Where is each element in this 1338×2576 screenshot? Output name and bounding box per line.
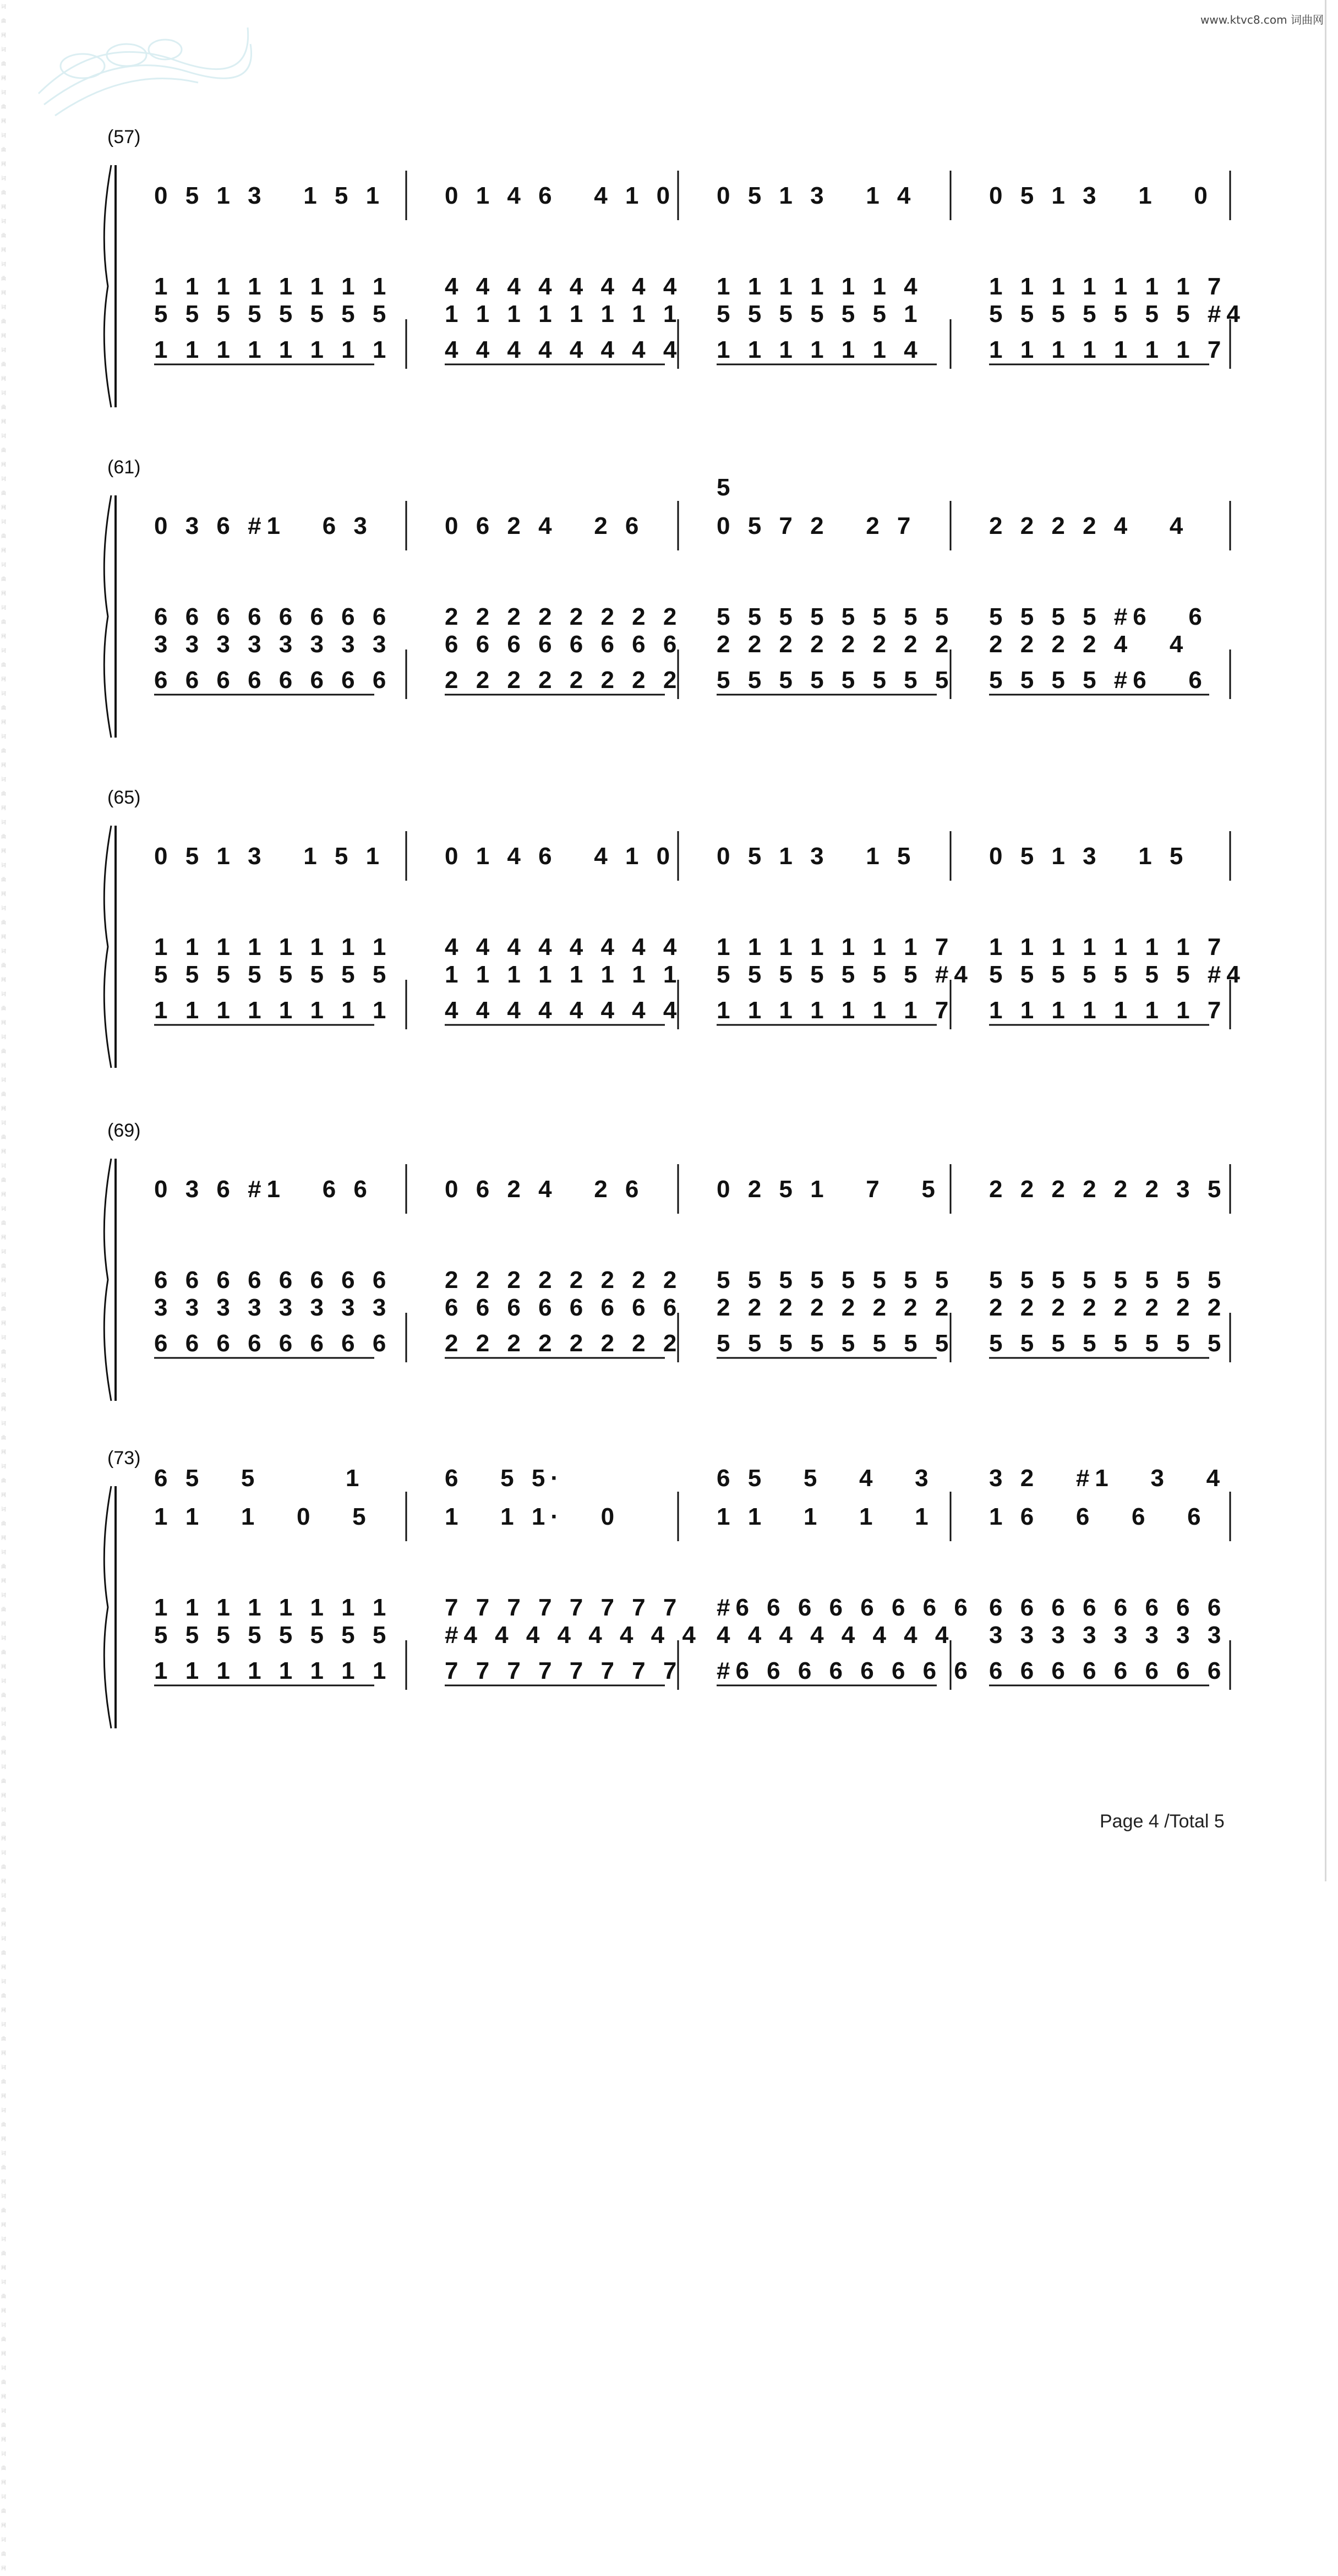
page-number: Page 4 /Total 5 (1100, 1811, 1225, 1832)
treble-notes: 1 1 1 0 5 (154, 1503, 372, 1530)
bass-upper-notes: 6 6 6 6 6 6 6 6 (154, 603, 392, 630)
treble-notes: 2 2 2 2 2 2 3 5 (989, 1176, 1227, 1203)
bass-middle-notes: 6 6 6 6 6 6 6 6 (445, 1294, 682, 1321)
treble-upper-voice: 6 5 5 4 3 (717, 1465, 934, 1492)
bass-upper-notes: #6 6 6 6 6 6 6 6 (717, 1594, 973, 1621)
bass-lower-notes: 7 7 7 7 7 7 7 7 (445, 1657, 682, 1684)
treble-notes: 1 6 6 6 6 (989, 1503, 1206, 1530)
bass-middle-notes: 1 1 1 1 1 1 1 1 (445, 961, 682, 988)
treble-notes: 0 3 6 #1 6 6 (154, 1176, 373, 1203)
treble-notes: 0 6 2 4 2 6 (445, 1176, 645, 1203)
bass-lower-notes: 1 1 1 1 1 1 1 1 (154, 997, 392, 1024)
bass-middle-notes: 5 5 5 5 5 5 5 #4 (717, 961, 973, 988)
bass-lower-notes: 2 2 2 2 2 2 2 2 (445, 1330, 682, 1357)
bass-middle-notes: 2 2 2 2 2 2 2 2 (717, 1294, 954, 1321)
bass-upper-notes: 1 1 1 1 1 1 4 (717, 273, 923, 300)
bass-lower-notes: 5 5 5 5 5 5 5 5 (717, 1330, 954, 1357)
site-url: www.ktvc8.com 词曲网 (1200, 13, 1324, 26)
bass-middle-notes: 5 5 5 5 5 5 5 #4 (989, 961, 1246, 988)
bass-middle-notes: 3 3 3 3 3 3 3 3 (154, 631, 392, 658)
bass-upper-notes: 1 1 1 1 1 1 1 7 (989, 934, 1227, 960)
measure-number: (61) (107, 457, 141, 478)
bass-upper-notes: 1 1 1 1 1 1 1 1 (154, 273, 392, 300)
bass-lower-notes: 1 1 1 1 1 1 1 1 (154, 336, 392, 363)
treble-upper-voice: 3 2 #1 3 4 (989, 1465, 1226, 1492)
bass-lower-notes: 5 5 5 5 5 5 5 5 (989, 1330, 1227, 1357)
bass-upper-notes: 5 5 5 5 5 5 5 5 (989, 1267, 1227, 1294)
bass-upper-notes: 1 1 1 1 1 1 1 7 (989, 273, 1227, 300)
bass-upper-notes: 6 6 6 6 6 6 6 6 (989, 1594, 1227, 1621)
bass-lower-notes: 6 6 6 6 6 6 6 6 (989, 1657, 1227, 1684)
treble-notes: 0 5 1 3 1 5 (717, 843, 916, 870)
bass-middle-notes: 1 1 1 1 1 1 1 1 (445, 301, 682, 328)
treble-notes: 1 1 1 1 1 (717, 1503, 934, 1530)
bass-middle-notes: 5 5 5 5 5 5 1 (717, 301, 923, 328)
treble-notes: 1 1 1· 0 (445, 1503, 620, 1530)
side-watermark-strip: 词曲网词曲网词曲网词曲网词曲网词曲网词曲网词曲网词曲网词曲网词曲网词曲网词曲网词曲网词曲网词曲网词曲网词曲网词曲网词曲网词曲网词曲网词曲网词曲网词曲网词曲网词曲网词曲网词曲网词曲网词曲网词曲网词曲网词曲网词曲网词曲网词曲网词曲网词曲网词曲网词曲网词曲网词曲网词曲网词曲网词曲网词曲网词曲网词曲网词曲网词曲网词曲网词曲网词曲网词曲网词曲网词曲网词曲网词曲网词曲网 (1, 4, 7, 2572)
bass-lower-notes: 5 5 5 5 5 5 5 5 (717, 667, 954, 694)
bass-upper-notes: 1 1 1 1 1 1 1 7 (717, 934, 954, 960)
treble-notes: 0 2 5 1 7 5 (717, 1176, 941, 1203)
bass-lower-notes: #6 6 6 6 6 6 6 6 (717, 1657, 973, 1684)
bass-upper-notes: 4 4 4 4 4 4 4 4 (445, 273, 682, 300)
measure-number: (65) (107, 787, 141, 808)
grand-staff-brace (104, 826, 111, 1068)
measure-number: (73) (107, 1448, 141, 1469)
treble-notes: 0 5 7 2 2 7 (717, 512, 916, 539)
bass-lower-notes: 5 5 5 5 #6 6 (989, 667, 1208, 694)
grand-staff-brace (104, 495, 111, 738)
bass-lower-notes: 4 4 4 4 4 4 4 4 (445, 997, 682, 1024)
bass-upper-notes: 2 2 2 2 2 2 2 2 (445, 603, 682, 630)
treble-notes: 0 5 1 3 1 0 (989, 182, 1213, 209)
bass-middle-notes: 2 2 2 2 2 2 2 2 (717, 631, 954, 658)
bass-lower-notes: 1 1 1 1 1 1 1 7 (717, 997, 954, 1024)
bass-lower-notes: 1 1 1 1 1 1 1 1 (154, 1657, 392, 1684)
treble-upper-voice: 6 5 5 1 (154, 1465, 365, 1492)
bass-middle-notes: 2 2 2 2 2 2 2 2 (989, 1294, 1227, 1321)
bass-upper-notes: 7 7 7 7 7 7 7 7 (445, 1594, 682, 1621)
bass-lower-notes: 6 6 6 6 6 6 6 6 (154, 1330, 392, 1357)
treble-upper-voice: 5 (717, 474, 736, 501)
bass-middle-notes: 6 6 6 6 6 6 6 6 (445, 631, 682, 658)
grand-staff-brace (104, 1159, 111, 1401)
bass-upper-notes: 5 5 5 5 #6 6 (989, 603, 1208, 630)
bass-upper-notes: 4 4 4 4 4 4 4 4 (445, 934, 682, 960)
bass-lower-notes: 1 1 1 1 1 1 1 7 (989, 997, 1227, 1024)
bass-lower-notes: 6 6 6 6 6 6 6 6 (154, 667, 392, 694)
measure-number: (57) (107, 127, 141, 148)
bass-upper-notes: 5 5 5 5 5 5 5 5 (717, 1267, 954, 1294)
bass-upper-notes: 6 6 6 6 6 6 6 6 (154, 1267, 392, 1294)
grand-staff-brace (104, 1486, 111, 1728)
treble-upper-voice: 6 5 5· (445, 1465, 564, 1492)
bass-upper-notes: 5 5 5 5 5 5 5 5 (717, 603, 954, 630)
grand-staff-brace (104, 165, 111, 407)
bass-lower-notes: 2 2 2 2 2 2 2 2 (445, 667, 682, 694)
bass-lower-notes: 1 1 1 1 1 1 1 7 (989, 336, 1227, 363)
bass-middle-notes: 5 5 5 5 5 5 5 5 (154, 1622, 392, 1649)
bass-middle-notes: #4 4 4 4 4 4 4 4 (445, 1622, 701, 1649)
measure-number: (69) (107, 1120, 141, 1141)
bass-upper-notes: 1 1 1 1 1 1 1 1 (154, 934, 392, 960)
treble-notes: 0 5 1 3 1 5 1 (154, 182, 385, 209)
bass-upper-notes: 2 2 2 2 2 2 2 2 (445, 1267, 682, 1294)
treble-notes: 0 5 1 3 1 5 (989, 843, 1189, 870)
bass-middle-notes: 3 3 3 3 3 3 3 3 (989, 1622, 1227, 1649)
bass-lower-notes: 4 4 4 4 4 4 4 4 (445, 336, 682, 363)
treble-notes: 0 5 1 3 1 4 (717, 182, 916, 209)
bass-middle-notes: 5 5 5 5 5 5 5 #4 (989, 301, 1246, 328)
bass-upper-notes: 1 1 1 1 1 1 1 1 (154, 1594, 392, 1621)
bass-middle-notes: 5 5 5 5 5 5 5 5 (154, 961, 392, 988)
treble-notes: 0 1 4 6 4 1 0 (445, 182, 676, 209)
bass-middle-notes: 4 4 4 4 4 4 4 4 (717, 1622, 954, 1649)
treble-notes: 0 1 4 6 4 1 0 (445, 843, 676, 870)
treble-notes: 2 2 2 2 4 4 (989, 512, 1189, 539)
bass-middle-notes: 2 2 2 2 4 4 (989, 631, 1189, 658)
bass-lower-notes: 1 1 1 1 1 1 4 (717, 336, 923, 363)
treble-notes: 0 3 6 #1 6 3 (154, 512, 373, 539)
treble-notes: 0 6 2 4 2 6 (445, 512, 645, 539)
bass-middle-notes: 5 5 5 5 5 5 5 5 (154, 301, 392, 328)
bass-middle-notes: 3 3 3 3 3 3 3 3 (154, 1294, 392, 1321)
treble-notes: 0 5 1 3 1 5 1 (154, 843, 385, 870)
